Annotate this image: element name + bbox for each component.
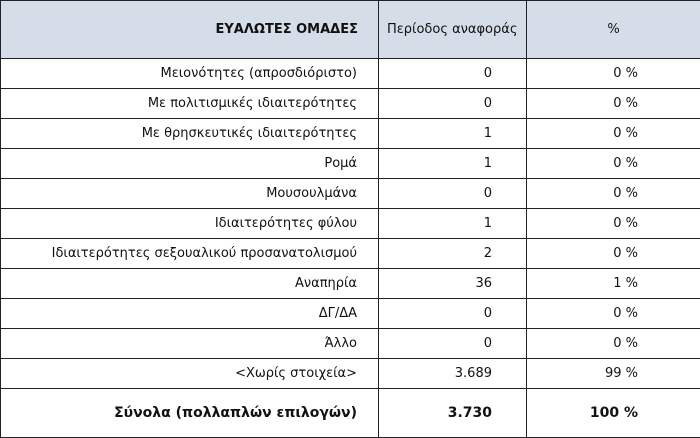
row-percent: 1 %	[527, 269, 700, 299]
row-label: Μουσουλμάνα	[1, 179, 379, 209]
total-percent: 100 %	[527, 389, 700, 438]
table-row	[1, 59, 700, 89]
row-value: 0	[379, 329, 527, 359]
row-value: 0	[379, 59, 527, 89]
row-percent: 0 %	[527, 329, 700, 359]
row-percent: 99 %	[527, 359, 700, 389]
header-row	[1, 1, 700, 59]
total-row	[1, 389, 700, 438]
row-value: 1	[379, 209, 527, 239]
total-label: Σύνολα (πολλαπλών επιλογών)	[1, 389, 379, 438]
row-label: Με θρησκευτικές ιδιαιτερότητες	[1, 119, 379, 149]
row-percent: 0 %	[527, 299, 700, 329]
row-value: 36	[379, 269, 527, 299]
row-value: 1	[379, 149, 527, 179]
table-row	[1, 269, 700, 299]
row-percent: 0 %	[527, 149, 700, 179]
row-percent: 0 %	[527, 209, 700, 239]
header-group: ΕΥΑΛΩΤΕΣ ΟΜΑΔΕΣ	[1, 1, 379, 59]
row-label: Ιδιαιτερότητες σεξουαλικού προσανατολισμού	[1, 239, 379, 269]
row-label: ΔΓ/ΔΑ	[1, 299, 379, 329]
row-percent: 0 %	[527, 179, 700, 209]
row-label: Με πολιτισμικές ιδιαιτερότητες	[1, 89, 379, 119]
row-value: 1	[379, 119, 527, 149]
row-percent: 0 %	[527, 119, 700, 149]
table-row	[1, 179, 700, 209]
row-label: <Χωρίς στοιχεία>	[1, 359, 379, 389]
table-row	[1, 89, 700, 119]
row-label: Αναπηρία	[1, 269, 379, 299]
row-label: Ρομά	[1, 149, 379, 179]
table-row	[1, 119, 700, 149]
table-row	[1, 149, 700, 179]
table-row	[1, 239, 700, 269]
row-value: 2	[379, 239, 527, 269]
table-row	[1, 299, 700, 329]
row-percent: 0 %	[527, 239, 700, 269]
row-value: 0	[379, 179, 527, 209]
table-row	[1, 209, 700, 239]
row-label: Μειονότητες (απροσδιόριστο)	[1, 59, 379, 89]
total-value: 3.730	[379, 389, 527, 438]
table-row	[1, 329, 700, 359]
row-percent: 0 %	[527, 59, 700, 89]
row-value: 0	[379, 89, 527, 119]
row-value: 0	[379, 299, 527, 329]
header-period: Περίοδος αναφοράς	[379, 1, 527, 59]
row-label: Ιδιαιτερότητες φύλου	[1, 209, 379, 239]
row-percent: 0 %	[527, 89, 700, 119]
row-label: Άλλο	[1, 329, 379, 359]
header-percent: %	[527, 1, 700, 59]
table-row	[1, 359, 700, 389]
row-value: 3.689	[379, 359, 527, 389]
